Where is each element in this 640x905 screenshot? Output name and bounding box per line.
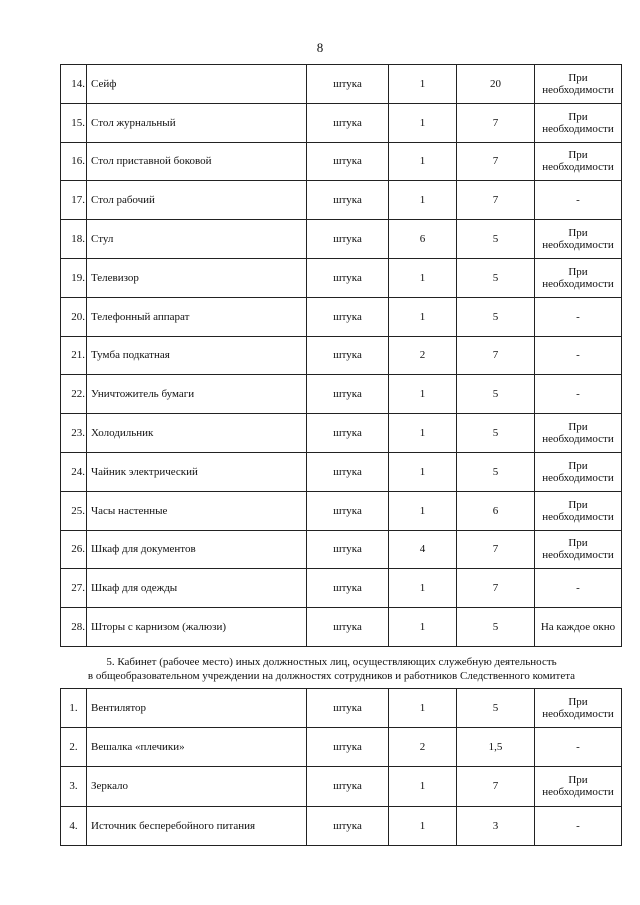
unit-cell: штука xyxy=(307,142,389,181)
table-row xyxy=(61,569,622,608)
note-cell: - xyxy=(535,297,622,336)
quantity-cell: 1 xyxy=(389,297,457,336)
service-life-cell: 7 xyxy=(457,530,535,569)
note-cell: - xyxy=(535,569,622,608)
row-number: 15. xyxy=(61,103,87,142)
table-row xyxy=(61,530,622,569)
note-cell: - xyxy=(535,336,622,375)
quantity-cell: 1 xyxy=(389,608,457,647)
unit-cell: штука xyxy=(307,806,389,845)
item-name: Стол журнальный xyxy=(87,103,307,142)
item-name: Стол рабочий xyxy=(87,181,307,220)
service-life-cell: 5 xyxy=(457,414,535,453)
row-number: 20. xyxy=(61,297,87,336)
service-life-cell: 7 xyxy=(457,336,535,375)
table-row xyxy=(61,336,622,375)
quantity-cell: 1 xyxy=(389,142,457,181)
service-life-cell: 5 xyxy=(457,608,535,647)
note-cell: При необходимости xyxy=(535,767,622,806)
item-name: Уничтожитель бумаги xyxy=(87,375,307,414)
quantity-cell: 1 xyxy=(389,569,457,608)
service-life-cell: 7 xyxy=(457,181,535,220)
quantity-cell: 1 xyxy=(389,65,457,104)
table-row xyxy=(61,608,622,647)
service-life-cell: 5 xyxy=(457,258,535,297)
note-cell: На каждое окно xyxy=(535,608,622,647)
unit-cell: штука xyxy=(307,181,389,220)
row-number: 1. xyxy=(61,689,87,728)
row-number: 21. xyxy=(61,336,87,375)
item-name: Шторы с карнизом (жалюзи) xyxy=(87,608,307,647)
table-row xyxy=(61,689,622,728)
quantity-cell: 1 xyxy=(389,767,457,806)
service-life-cell: 5 xyxy=(457,452,535,491)
table-row xyxy=(61,414,622,453)
quantity-cell: 1 xyxy=(389,452,457,491)
section-heading xyxy=(60,655,603,683)
row-number: 14. xyxy=(61,65,87,104)
item-name: Шкаф для одежды xyxy=(87,569,307,608)
note-cell: При необходимости xyxy=(535,65,622,104)
service-life-cell: 1,5 xyxy=(457,728,535,767)
service-life-cell: 7 xyxy=(457,103,535,142)
item-name: Сейф xyxy=(87,65,307,104)
row-number: 25. xyxy=(61,491,87,530)
table-row xyxy=(61,142,622,181)
item-name: Телефонный аппарат xyxy=(87,297,307,336)
unit-cell: штука xyxy=(307,297,389,336)
quantity-cell: 1 xyxy=(389,806,457,845)
page-number: 8 xyxy=(316,40,324,55)
item-name: Источник бесперебойного питания xyxy=(87,806,307,845)
note-cell: - xyxy=(535,181,622,220)
unit-cell: штука xyxy=(307,530,389,569)
table-row xyxy=(61,220,622,259)
table-row xyxy=(61,806,622,845)
unit-cell: штука xyxy=(307,414,389,453)
unit-cell: штука xyxy=(307,65,389,104)
unit-cell: штука xyxy=(307,103,389,142)
unit-cell: штука xyxy=(307,491,389,530)
row-number: 16. xyxy=(61,142,87,181)
equipment-table xyxy=(60,64,622,647)
row-number: 17. xyxy=(61,181,87,220)
table-row xyxy=(61,375,622,414)
table-row xyxy=(61,65,622,104)
note-cell: При необходимости xyxy=(535,452,622,491)
item-name: Часы настенные xyxy=(87,491,307,530)
unit-cell: штука xyxy=(307,375,389,414)
row-number: 4. xyxy=(61,806,87,845)
service-life-cell: 7 xyxy=(457,767,535,806)
note-cell: При необходимости xyxy=(535,142,622,181)
service-life-cell: 7 xyxy=(457,142,535,181)
unit-cell: штука xyxy=(307,569,389,608)
row-number: 19. xyxy=(61,258,87,297)
row-number: 18. xyxy=(61,220,87,259)
note-cell: - xyxy=(535,806,622,845)
row-number: 24. xyxy=(61,452,87,491)
service-life-cell: 7 xyxy=(457,569,535,608)
table-row xyxy=(61,258,622,297)
table-row xyxy=(61,491,622,530)
row-number: 3. xyxy=(61,767,87,806)
quantity-cell: 6 xyxy=(389,220,457,259)
note-cell: - xyxy=(535,375,622,414)
item-name: Вентилятор xyxy=(87,689,307,728)
unit-cell: штука xyxy=(307,220,389,259)
table-row xyxy=(61,297,622,336)
section-heading-line-1: 5. Кабинет (рабочее место) иных должностных лиц, осуществляющих служебную деятельность xyxy=(106,656,557,668)
row-number: 23. xyxy=(61,414,87,453)
quantity-cell: 1 xyxy=(389,103,457,142)
unit-cell: штука xyxy=(307,728,389,767)
note-cell: При необходимости xyxy=(535,220,622,259)
item-name: Чайник электрический xyxy=(87,452,307,491)
service-life-cell: 6 xyxy=(457,491,535,530)
note-cell: При необходимости xyxy=(535,530,622,569)
unit-cell: штука xyxy=(307,608,389,647)
quantity-cell: 1 xyxy=(389,375,457,414)
unit-cell: штука xyxy=(307,452,389,491)
note-cell: При необходимости xyxy=(535,258,622,297)
row-number: 26. xyxy=(61,530,87,569)
note-cell: При необходимости xyxy=(535,491,622,530)
unit-cell: штука xyxy=(307,336,389,375)
unit-cell: штука xyxy=(307,689,389,728)
quantity-cell: 1 xyxy=(389,258,457,297)
service-life-cell: 5 xyxy=(457,220,535,259)
section-heading-line-2: в общеобразовательном учреждении на должностях сотрудников и работников Следственного комитета xyxy=(87,670,576,682)
item-name: Тумба подкатная xyxy=(87,336,307,375)
table-row xyxy=(61,103,622,142)
service-life-cell: 3 xyxy=(457,806,535,845)
item-name: Стул xyxy=(87,220,307,259)
unit-cell: штука xyxy=(307,767,389,806)
service-life-cell: 5 xyxy=(457,689,535,728)
item-name: Шкаф для документов xyxy=(87,530,307,569)
table-row xyxy=(61,452,622,491)
quantity-cell: 1 xyxy=(389,414,457,453)
note-cell: - xyxy=(535,728,622,767)
row-number: 22. xyxy=(61,375,87,414)
quantity-cell: 1 xyxy=(389,491,457,530)
table-row xyxy=(61,181,622,220)
table-row xyxy=(61,728,622,767)
item-name: Стол приставной боковой xyxy=(87,142,307,181)
service-life-cell: 5 xyxy=(457,375,535,414)
row-number: 28. xyxy=(61,608,87,647)
row-number: 2. xyxy=(61,728,87,767)
service-life-cell: 20 xyxy=(457,65,535,104)
service-life-cell: 5 xyxy=(457,297,535,336)
item-name: Зеркало xyxy=(87,767,307,806)
section-5-equipment-table xyxy=(60,688,622,846)
quantity-cell: 1 xyxy=(389,181,457,220)
note-cell: При необходимости xyxy=(535,414,622,453)
quantity-cell: 2 xyxy=(389,728,457,767)
quantity-cell: 2 xyxy=(389,336,457,375)
row-number: 27. xyxy=(61,569,87,608)
item-name: Телевизор xyxy=(87,258,307,297)
note-cell: При необходимости xyxy=(535,689,622,728)
unit-cell: штука xyxy=(307,258,389,297)
item-name: Холодильник xyxy=(87,414,307,453)
quantity-cell: 4 xyxy=(389,530,457,569)
note-cell: При необходимости xyxy=(535,103,622,142)
table-row xyxy=(61,767,622,806)
item-name: Вешалка «плечики» xyxy=(87,728,307,767)
quantity-cell: 1 xyxy=(389,689,457,728)
